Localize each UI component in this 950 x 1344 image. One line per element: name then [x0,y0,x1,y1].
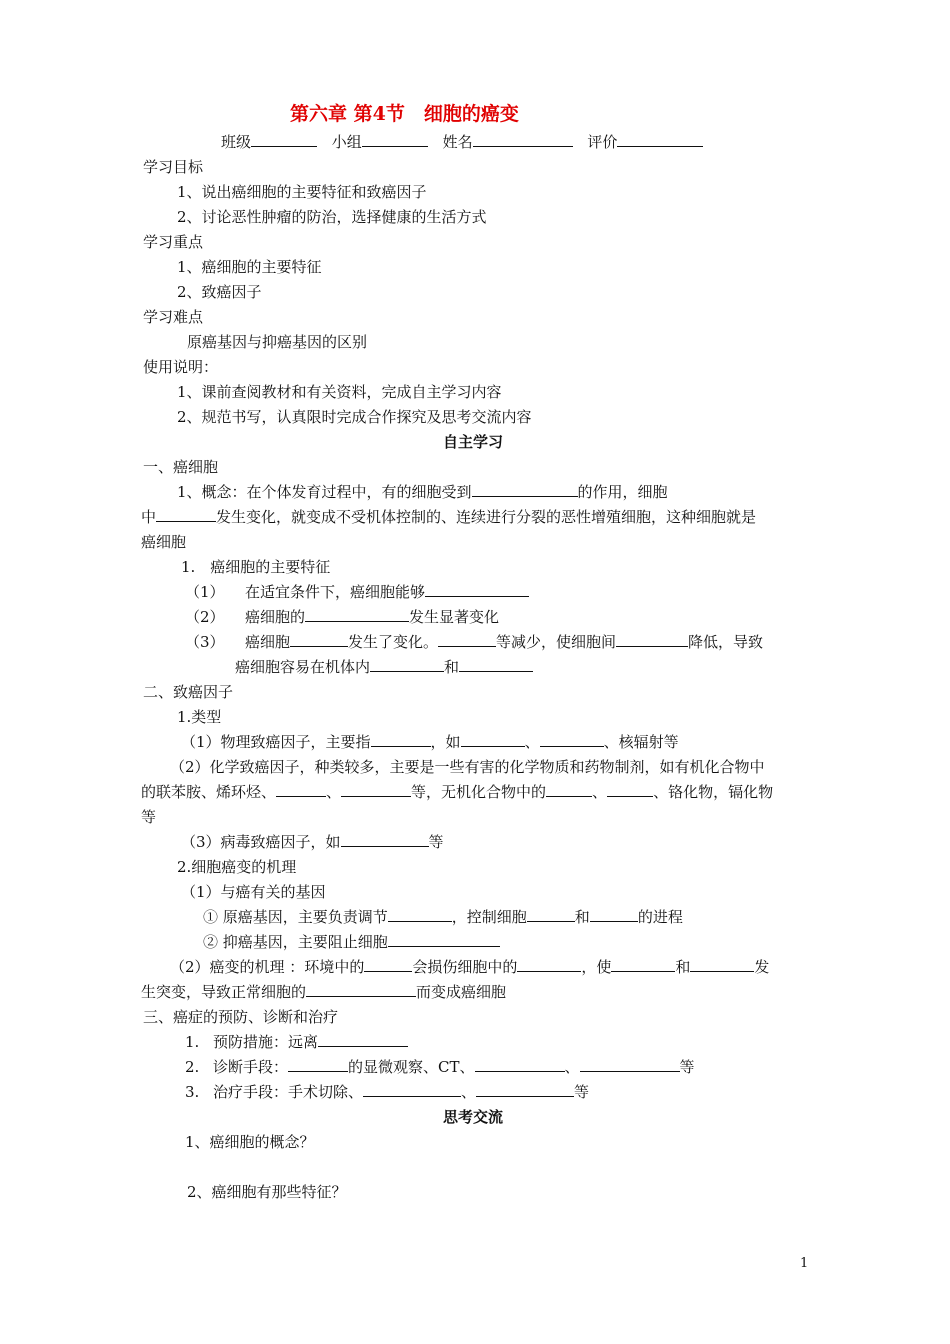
blank[interactable] [461,732,525,747]
feature-3 [185,632,763,652]
text: 的联苯胺、烯环烃、 [141,783,277,801]
blank[interactable] [476,1082,574,1097]
feature-text: 等减少，使细胞间 [496,633,617,651]
goal-item: 1、说出癌细胞的主要特征和致癌因子 [177,183,427,201]
text: 、 [564,1058,580,1076]
blank[interactable] [611,957,675,972]
usage-label: 使用说明： [143,358,219,376]
concept-line [177,482,668,502]
text: 等 [574,1083,590,1101]
blank[interactable] [388,907,452,922]
text: 、铬化物，镉化物 [653,783,774,801]
section2-heading: 二、致癌因子 [143,683,234,701]
chemical-factors-end: 等 [141,808,157,826]
grade-blank[interactable] [617,132,703,147]
feature-text: 和 [444,658,460,676]
blank[interactable] [290,632,348,647]
blank[interactable] [276,782,326,797]
feature-text: 癌细胞的 [245,608,306,626]
mechanism-line [170,957,769,977]
feature-text: 降低，导致 [688,633,764,651]
blank[interactable] [318,1032,408,1047]
goals-label: 学习目标 [143,158,204,176]
diagnosis-line [185,1057,695,1077]
group-label: 小组 [331,133,362,151]
class-blank[interactable] [251,132,317,147]
text: 、 [592,783,608,801]
feature-1 [185,582,529,602]
text: 和 [675,958,691,976]
viral-factors [181,832,444,852]
section3-heading: 三、癌症的预防、诊断和治疗 [143,1008,339,1026]
concept-text: 的作用，细胞 [577,483,668,501]
text: 、 [326,783,342,801]
text: ① 原癌基因，主要负责调节 [203,908,388,926]
blank[interactable] [540,732,604,747]
feature-text: 在适宜条件下，癌细胞能够 [245,583,426,601]
blank[interactable] [156,507,216,522]
blank[interactable] [305,607,409,622]
text: 等 [679,1058,695,1076]
text: 会损伤细胞中的 [412,958,518,976]
concept-text: 发生变化，就变成不受机体控制的、连续进行分裂的恶性增殖细胞，这种细胞就是 [216,508,757,526]
class-label: 班级 [221,133,252,151]
text: 和 [574,908,590,926]
name-label: 姓名 [442,133,473,151]
usage-item: 1、课前查阅教材和有关资料，完成自主学习内容 [177,383,502,401]
blank[interactable] [425,582,529,597]
feature-text: 癌细胞 [245,633,291,651]
mechanism-heading: 2.细胞癌变的机理 [177,858,297,876]
blank[interactable] [527,907,575,922]
feature-number: （3） [185,633,225,651]
blank[interactable] [341,832,429,847]
blank[interactable] [388,932,500,947]
blank[interactable] [690,957,754,972]
blank[interactable] [459,657,533,672]
feature-text: 癌细胞容易在机体内 [235,658,371,676]
blank[interactable] [363,1082,461,1097]
proto-oncogene [203,907,683,927]
chemical-factors: （2）化学致癌因子，种类较多，主要是一些有害的化学物质和药物制剂，如有机化合物中 [170,758,765,776]
genes-heading: （1）与癌有关的基因 [181,883,326,901]
treatment-line [185,1082,589,1102]
blank[interactable] [517,957,581,972]
text: 、核辐射等 [603,733,679,751]
text: （3）病毒致癌因子，如 [181,833,341,851]
page-number: 1 [800,1256,809,1271]
difficulty-item: 原癌基因与抑癌基因的区别 [187,333,368,351]
prevention-line [185,1032,408,1052]
text: ② 抑癌基因，主要阻止细胞 [203,933,388,951]
section1-heading: 一、癌细胞 [143,458,219,476]
self-study-heading: 自主学习 [443,433,504,451]
discussion-heading: 思考交流 [443,1108,504,1126]
text: 的显微观察、CT、 [348,1058,475,1076]
concept-text: 中 [141,508,157,526]
key-points-label: 学习重点 [143,233,204,251]
text: 、 [461,1083,477,1101]
blank[interactable] [364,957,412,972]
group-blank[interactable] [362,132,428,147]
info-line [221,132,703,152]
goal-item: 2、讨论恶性肿瘤的防治，选择健康的生活方式 [177,208,487,226]
text: 、 [524,733,540,751]
text: 生突变，导致正常细胞的 [141,983,307,1001]
feature-text: 发生了变化。 [348,633,439,651]
page-title: 第六章 第4节 细胞的癌变 [290,103,519,125]
feature-text: 发生显著变化 [409,608,500,626]
discussion-question: 2、癌细胞有那些特征？ [187,1183,347,1201]
blank[interactable] [546,782,592,797]
blank[interactable] [475,1057,565,1072]
types-heading: 1.类型 [177,708,222,726]
feature-number: （2） [185,608,225,626]
text: 治疗手段：手术切除、 [213,1083,364,1101]
feature-number: （1） [185,583,225,601]
usage-item: 2、规范书写，认真限时完成合作探究及思考交流内容 [177,408,532,426]
tumor-suppressor [203,932,500,952]
blank[interactable] [306,982,416,997]
text: ，如 [430,733,461,751]
item-number: 1. [185,1033,200,1051]
blank[interactable] [288,1057,348,1072]
blank[interactable] [607,782,653,797]
blank[interactable] [616,632,688,647]
text: 发 [754,958,770,976]
chemical-factors-cont [141,782,773,802]
item-number: 2. [185,1058,200,1076]
blank[interactable] [580,1057,680,1072]
mechanism-line-cont [141,982,506,1002]
text: （2）癌变的机理 ：环境中的 [170,958,365,976]
text: ，使 [581,958,612,976]
text: 诊断手段： [213,1058,289,1076]
blank[interactable] [370,657,444,672]
concept-line: 癌细胞 [141,533,187,551]
text: 而变成癌细胞 [416,983,507,1001]
difficulty-label: 学习难点 [143,308,204,326]
blank[interactable] [371,732,431,747]
grade-label: 评价 [587,133,618,151]
blank[interactable] [438,632,496,647]
physical-factors [181,732,679,752]
discussion-question: 1、癌细胞的概念？ [185,1133,315,1151]
feature-3-cont [235,657,533,677]
text: 预防措施：远离 [213,1033,319,1051]
blank[interactable] [472,482,578,497]
feature-2 [185,607,499,627]
blank[interactable] [341,782,411,797]
text: 等，无机化合物中的 [411,783,547,801]
text: 的进程 [637,908,683,926]
text: 等 [428,833,444,851]
text: （1）物理致癌因子，主要指 [181,733,371,751]
concept-text: 1、概念：在个体发育过程中，有的细胞受到 [177,483,472,501]
item-number: 3. [185,1083,200,1101]
text: ，控制细胞 [451,908,527,926]
features-heading: 1. 癌细胞的主要特征 [181,558,331,576]
name-blank[interactable] [473,132,573,147]
concept-line [141,507,756,527]
blank[interactable] [590,907,638,922]
key-point-item: 1、癌细胞的主要特征 [177,258,322,276]
key-point-item: 2、致癌因子 [177,283,262,301]
